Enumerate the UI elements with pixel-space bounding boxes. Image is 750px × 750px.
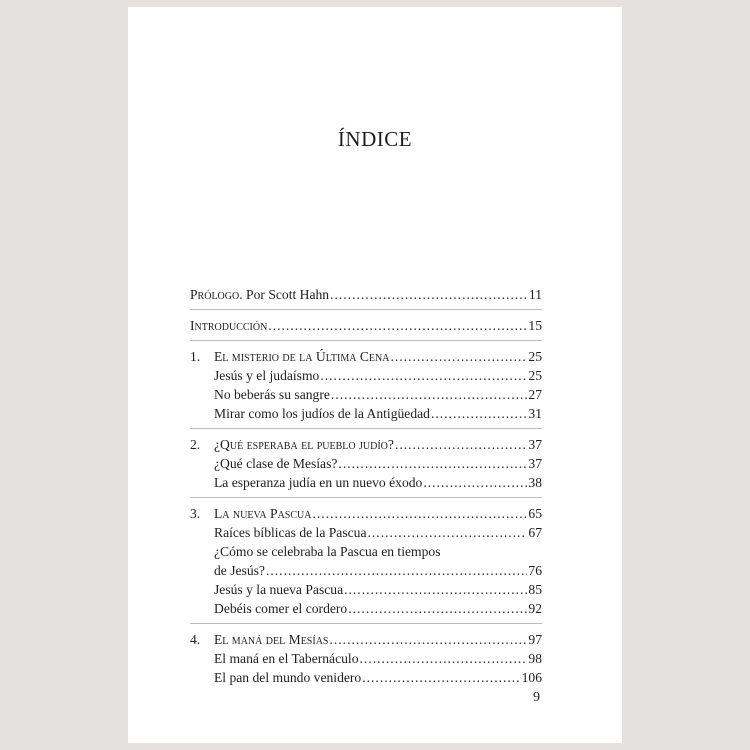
- table-of-contents: [190, 285, 542, 687]
- toc-entry-page: 98: [528, 651, 542, 666]
- dot-leader: [338, 454, 527, 473]
- dot-leader: [360, 649, 528, 668]
- toc-entry-page: 65: [528, 506, 542, 521]
- toc-entry-label: El maná en el Tabernáculo: [214, 651, 359, 666]
- toc-entry-page: 67: [528, 525, 542, 540]
- toc-entry-label: ¿Qué clase de Mesías?: [214, 456, 338, 471]
- toc-entry-page: 25: [528, 349, 542, 364]
- toc-entry-label: Jesús y la nueva Pascua: [214, 582, 344, 597]
- section-divider: [190, 340, 542, 341]
- dot-leader: [320, 366, 527, 385]
- toc-entry-label: de Jesús?: [214, 563, 265, 578]
- chapter-number: 2.: [190, 437, 201, 452]
- toc-entry: [190, 404, 542, 423]
- toc-entry-label-line: ¿Cómo se celebraba la Pascua en tiempos: [214, 544, 441, 559]
- toc-chapter-4: [190, 630, 542, 649]
- toc-entry: [190, 580, 542, 599]
- toc-entry-page: 15: [528, 318, 542, 333]
- dot-leader: [395, 435, 527, 454]
- section-divider: [190, 309, 542, 310]
- toc-entry-label: Introducción: [190, 318, 268, 333]
- toc-entry: [190, 366, 542, 385]
- toc-entry-page: 85: [528, 582, 542, 597]
- toc-entry: [190, 523, 542, 542]
- toc-entry-page: 92: [528, 601, 542, 616]
- toc-entry: [190, 561, 542, 580]
- dot-leader: [390, 347, 527, 366]
- toc-chapter-3: [190, 504, 542, 523]
- book-page: [128, 7, 622, 743]
- toc-entry-label: No beberás su sangre: [214, 387, 330, 402]
- toc-entry-label: El pan del mundo venidero: [214, 670, 362, 685]
- toc-entry-introduction: [190, 316, 542, 335]
- dot-leader: [423, 473, 527, 492]
- toc-entry-label: Prólogo. Por Scott Hahn: [190, 287, 330, 302]
- dot-leader: [268, 316, 527, 335]
- dot-leader: [348, 599, 527, 618]
- page-number: 9: [533, 690, 540, 705]
- toc-entry-page: 27: [528, 387, 542, 402]
- dot-leader: [330, 285, 528, 304]
- page-title: ÍNDICE: [337, 127, 413, 151]
- toc-entry: [190, 473, 542, 492]
- dot-leader: [368, 523, 528, 542]
- chapter-number: 1.: [190, 349, 201, 364]
- toc-entry: [190, 668, 542, 687]
- dot-leader: [431, 404, 527, 423]
- section-divider: [190, 623, 542, 624]
- dot-leader: [362, 668, 520, 687]
- toc-entry-page: 11: [528, 287, 542, 302]
- chapter-title: El misterio de la Última Cena: [214, 349, 390, 364]
- toc-entry-page: 97: [528, 632, 542, 647]
- section-divider: [190, 428, 542, 429]
- toc-entry-label: Raíces bíblicas de la Pascua: [214, 525, 367, 540]
- toc-entry-label: Jesús y el judaísmo: [214, 368, 320, 383]
- chapter-number: 4.: [190, 632, 201, 647]
- dot-leader: [344, 580, 527, 599]
- toc-entry: [190, 385, 542, 404]
- dot-leader: [329, 630, 527, 649]
- toc-entry: [190, 454, 542, 473]
- dot-leader: [266, 561, 527, 580]
- dot-leader: [313, 504, 528, 523]
- toc-entry-page: 31: [528, 406, 542, 421]
- section-divider: [190, 497, 542, 498]
- toc-entry-page: 37: [528, 456, 542, 471]
- dot-leader: [331, 385, 528, 404]
- toc-chapter-2: [190, 435, 542, 454]
- toc-entry-label: Debéis comer el cordero: [214, 601, 348, 616]
- toc-entry-page: 106: [521, 670, 542, 685]
- toc-entry: [190, 649, 542, 668]
- toc-entry-page: 76: [528, 563, 542, 578]
- chapter-title: La nueva Pascua: [214, 506, 312, 521]
- toc-entry-page: 37: [528, 437, 542, 452]
- toc-entry-label: La esperanza judía en un nuevo éxodo: [214, 475, 423, 490]
- toc-entry-page: 25: [528, 368, 542, 383]
- chapter-number: 3.: [190, 506, 201, 521]
- toc-entry-label: Mirar como los judíos de la Antigüedad: [214, 406, 430, 421]
- chapter-title: ¿Qué esperaba el pueblo judío?: [214, 437, 394, 452]
- toc-entry-page: 38: [528, 475, 542, 490]
- toc-chapter-1: [190, 347, 542, 366]
- chapter-title: El maná del Mesías: [214, 632, 329, 647]
- toc-entry: [190, 599, 542, 618]
- toc-entry-prologue: [190, 285, 542, 304]
